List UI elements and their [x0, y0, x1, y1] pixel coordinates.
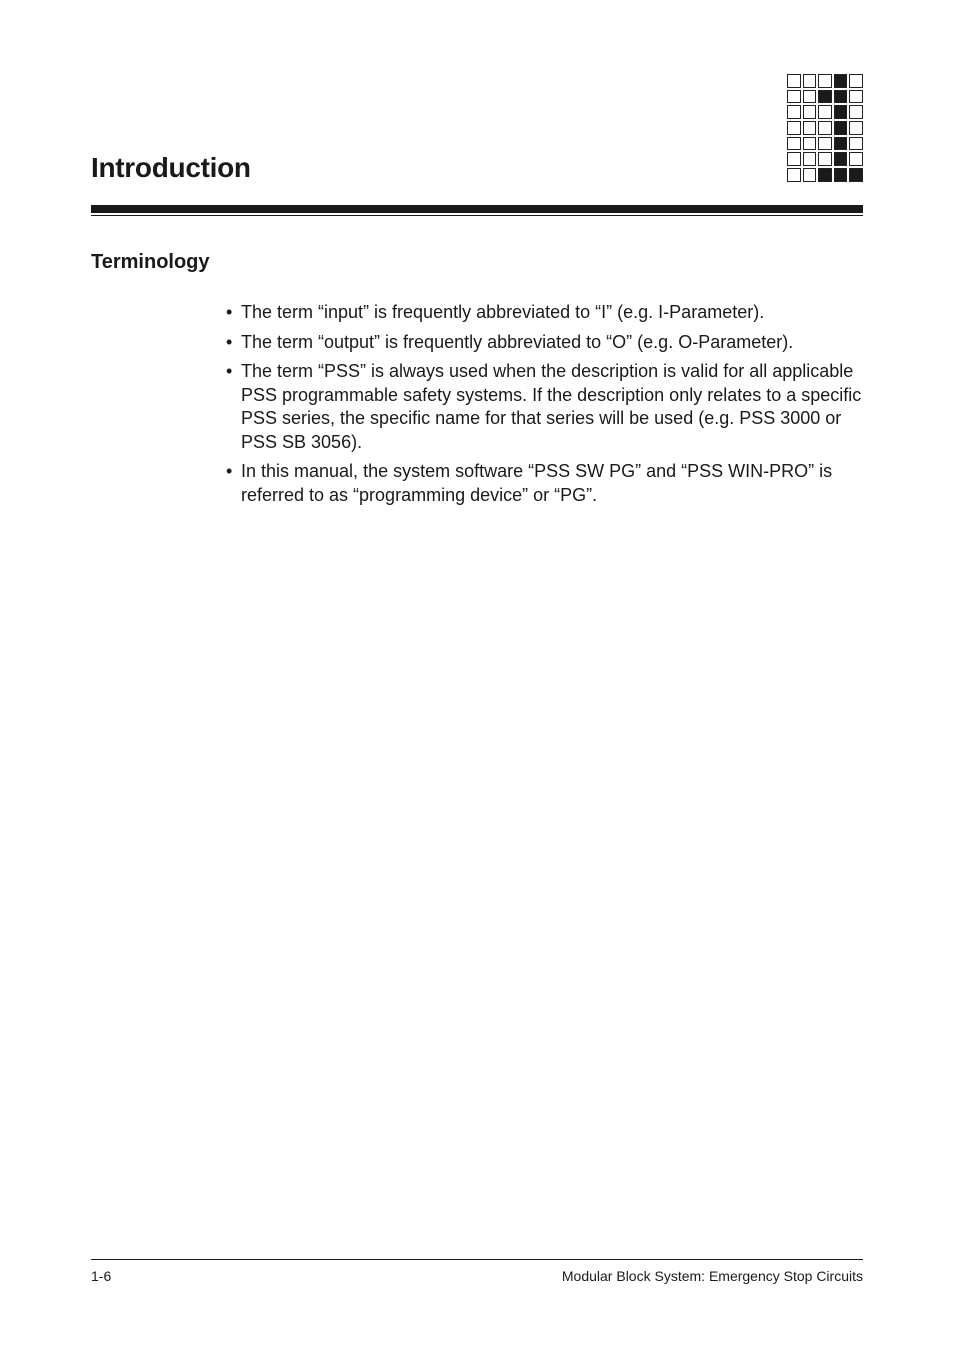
list-item-text: The term “PSS” is always used when the description is valid for all applicable PSS programmable safety systems. If the description only relates to a specific PSS series, the specific name for that series will be used (e.g. PSS 3000 or PSS SB 3056). — [241, 361, 862, 452]
logo-cell — [834, 74, 848, 88]
header-rule-thick — [91, 205, 863, 213]
logo-cell — [834, 105, 848, 119]
logo-cell — [787, 90, 801, 104]
bullet-icon: • — [226, 331, 233, 352]
logo-cell — [803, 74, 817, 88]
logo-cell — [803, 137, 817, 151]
list-item — [226, 331, 866, 355]
logo-cell — [818, 121, 832, 135]
list-item — [226, 460, 866, 507]
list-item-text: The term “input” is frequently abbreviated to “I” (e.g. I-Parameter). — [241, 302, 765, 322]
logo-cell — [803, 152, 817, 166]
bullet-icon: • — [226, 461, 233, 481]
logo-cell — [787, 137, 801, 151]
logo-cell — [818, 137, 832, 151]
logo-cell — [834, 137, 848, 151]
page-title: Introduction — [91, 152, 251, 183]
logo-cell — [849, 90, 863, 104]
footer-rule — [91, 1259, 863, 1260]
logo-cell — [818, 168, 832, 182]
logo-cell — [787, 105, 801, 119]
logo-cell — [803, 168, 817, 182]
logo-cell — [834, 168, 848, 182]
bullet-icon: • — [226, 361, 233, 381]
logo-cell — [834, 90, 848, 104]
logo-cell — [787, 152, 801, 166]
footer-document-title: Modular Block System: Emergency Stop Circuits — [561, 1268, 863, 1284]
logo-cell — [849, 74, 863, 88]
logo-cell — [849, 168, 863, 182]
logo-cell — [803, 105, 817, 119]
logo-cell — [834, 121, 848, 135]
logo-cell — [803, 121, 817, 135]
logo-cell — [834, 152, 848, 166]
terminology-list — [226, 301, 866, 513]
logo-cell — [818, 105, 832, 119]
section-heading: Terminology — [91, 251, 210, 273]
list-item — [226, 301, 866, 325]
footer-page-number: 1-6 — [91, 1268, 112, 1284]
logo-grid-icon — [786, 73, 864, 183]
logo-cell — [787, 121, 801, 135]
list-item — [226, 360, 866, 454]
logo-cell — [803, 90, 817, 104]
header-rule-thin — [91, 215, 863, 216]
logo-cell — [818, 90, 832, 104]
list-item-text: In this manual, the system software “PSS SW PG” and “PSS WIN-PRO” is referred to as “programming device” or “PG”. — [241, 461, 833, 505]
logo-cell — [849, 152, 863, 166]
logo-cell — [849, 121, 863, 135]
bullet-icon: • — [226, 302, 233, 322]
logo-cell — [818, 74, 832, 88]
list-item-text: The term “output” is frequently abbreviated to “O” (e.g. O-Parameter). — [241, 331, 794, 352]
logo-cell — [849, 137, 863, 151]
logo-cell — [787, 168, 801, 182]
logo-cell — [849, 105, 863, 119]
logo-cell — [818, 152, 832, 166]
logo-cell — [787, 74, 801, 88]
